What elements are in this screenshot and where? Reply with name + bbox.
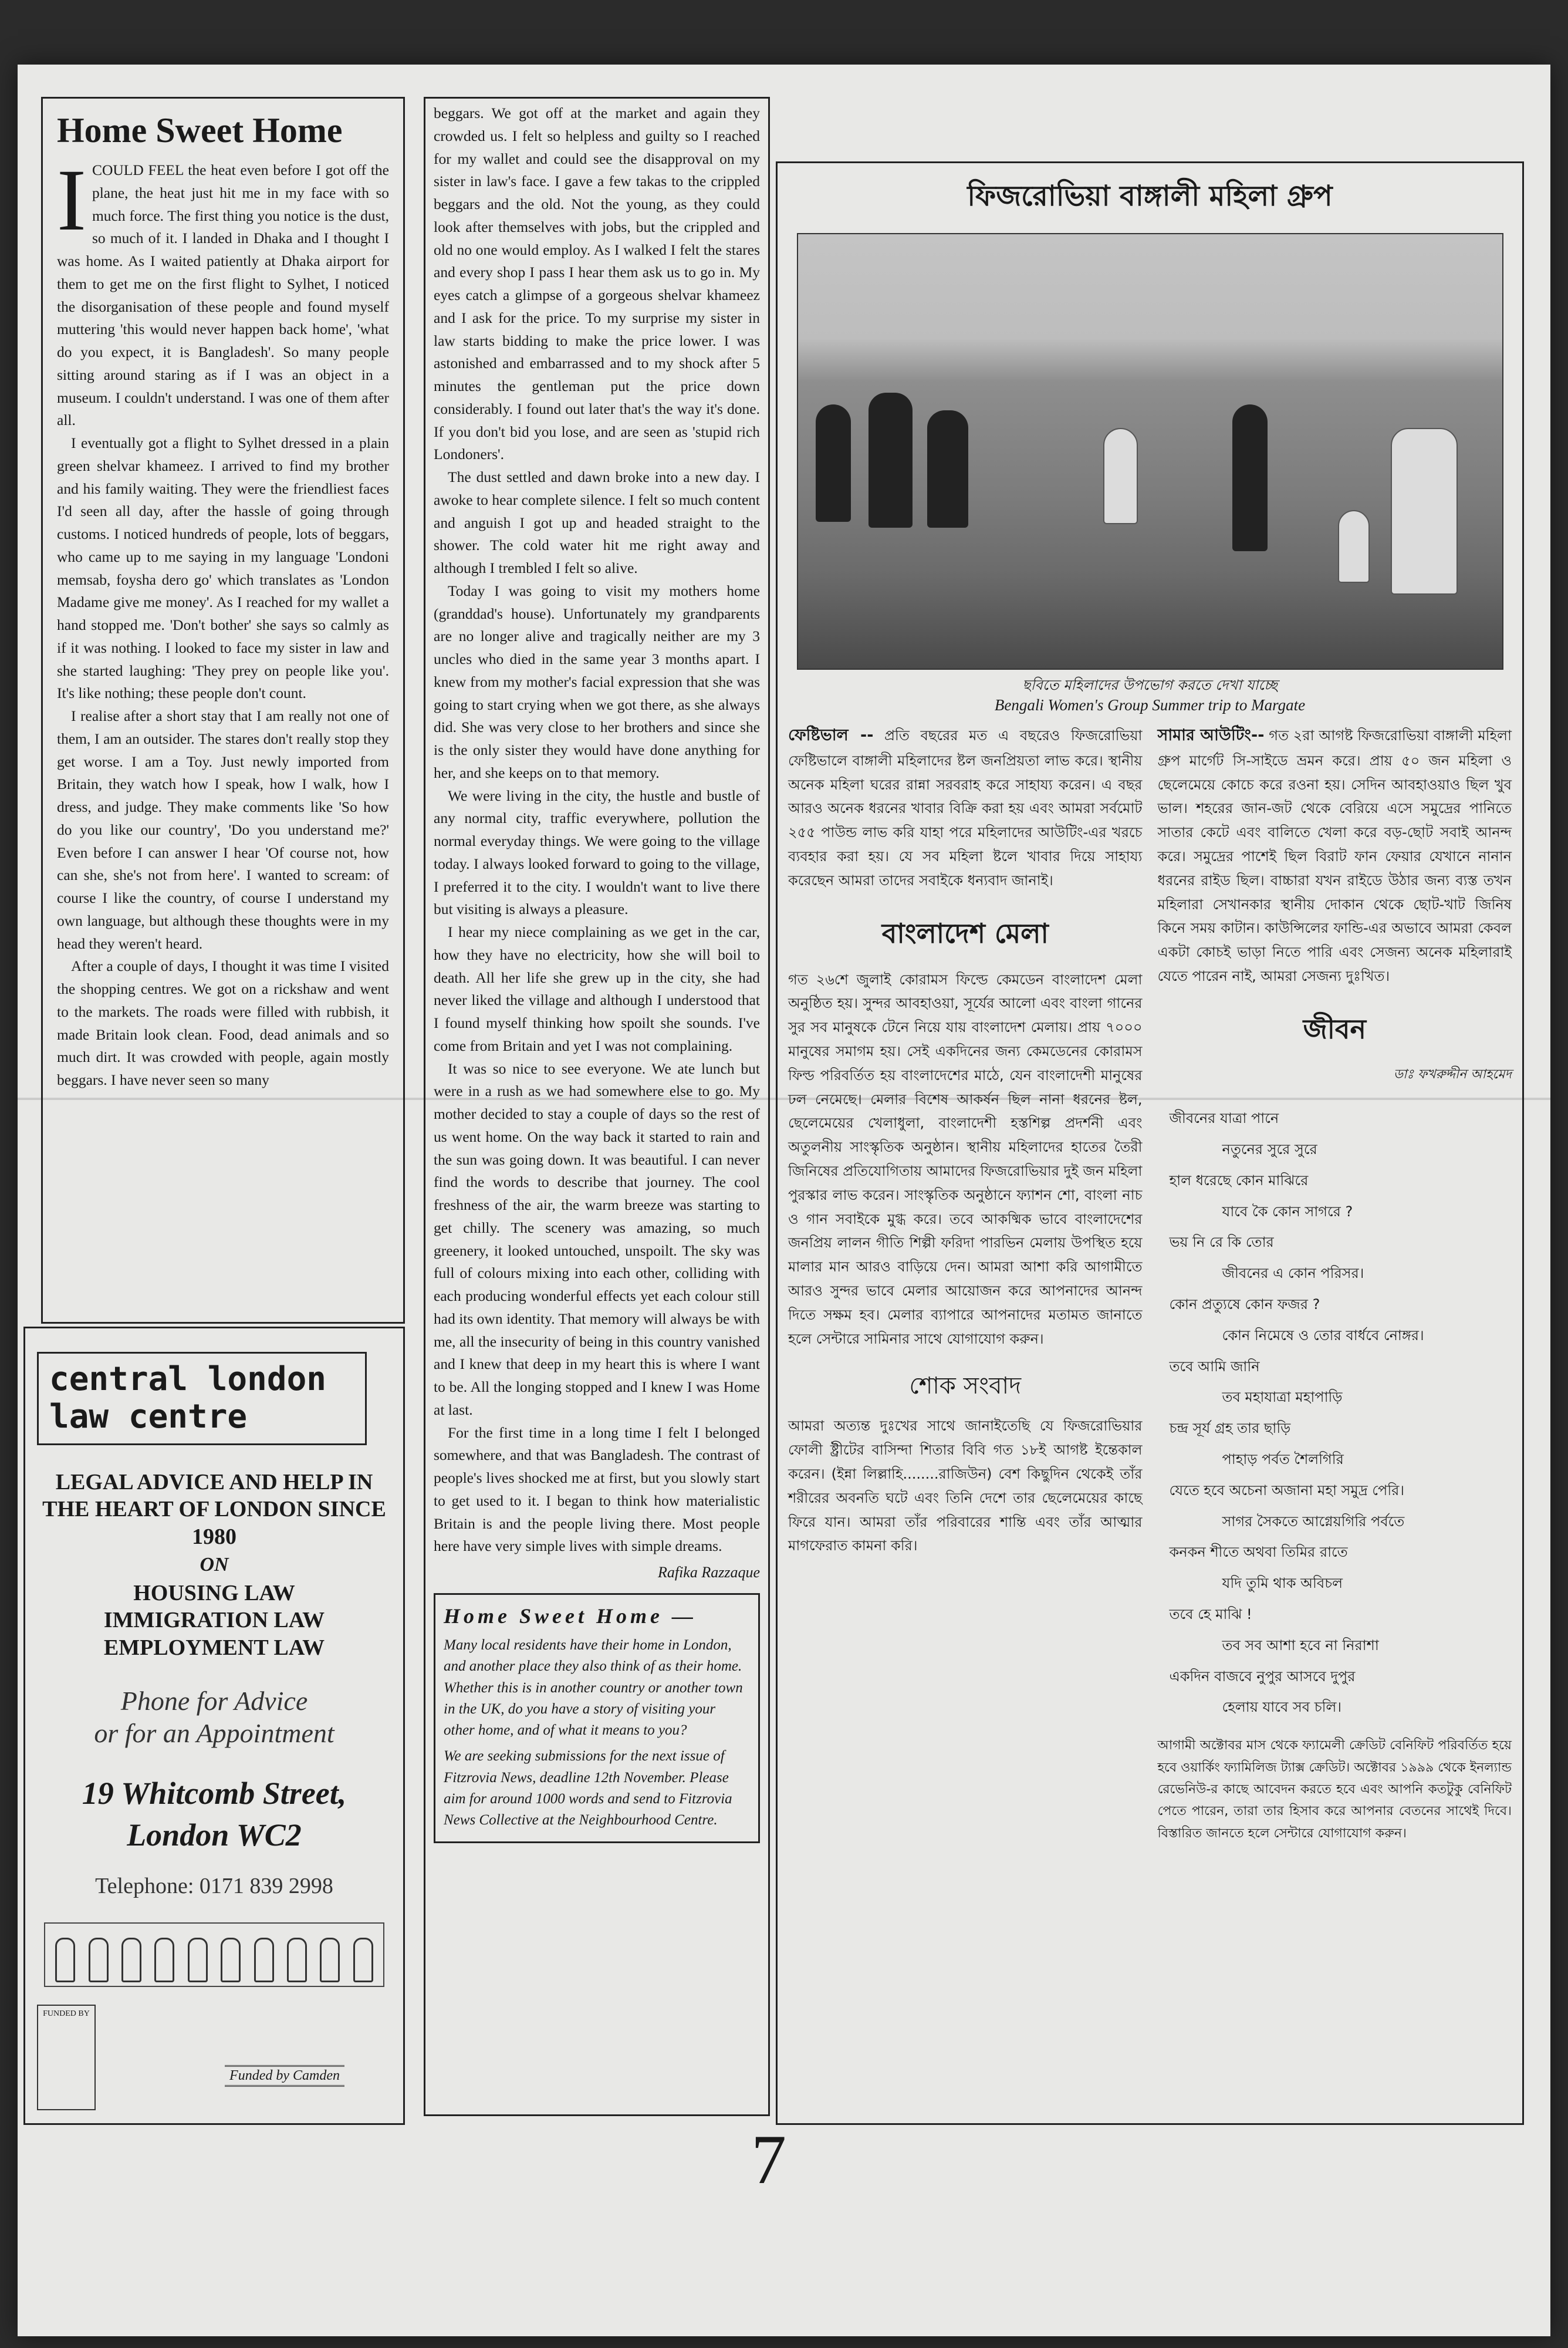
ad-phone-advice <box>37 1685 391 1749</box>
article-middle-column <box>424 97 770 2116</box>
poem-line: হাল ধরেছে কোন মাঝিরে <box>1169 1172 1309 1189</box>
poem-line: যদি তুমি থাক অবিচল <box>1222 1575 1343 1592</box>
bengali-columns <box>778 722 1522 1849</box>
festival-text: প্রতি বছরের মত এ বছরেও ফিজরোভিয়া ফেষ্টিভালে বাঙ্গালী মহিলাদের ষ্টল জনপ্রিয়তা লাভ করে। স্থানীয় অনেক মহিলা ঘরের রান্না সরবরাহ করে সাহায্য করেন। এ বছর আরও অনেক ধরনের খাবার বিক্রি করা হয় এবং আমরা সর্বমোট ২৫৫ পাউন্ড লাভ করি যাহা পরে মহিলাদের আউটিং-এর খরচে ব্যবহার করা হয়। যে সব মহিলা ষ্টলে খাবার দিয়ে সাহায্য করেছেন আমরা তাদের সবাইকে ধন্যবাদ জানাই। <box>788 727 1143 889</box>
poem-line: জীবনের এ কোন পরিসর। <box>1222 1265 1364 1282</box>
ad-service: HOUSING LAW <box>133 1580 295 1605</box>
bengali-column-left <box>788 722 1143 1849</box>
condolence-text: আমরা অত্যন্ত দুঃখের সাথে জানাইতেছি যে ফিজরোভিয়ার ফোলী ষ্ট্রীটের বাসিন্দা শিতার বিবি গত ১৮ই আগষ্ট ইন্তেকাল করেন। (ইন্না লিল্লাহি........রাজিউন) বেশ কিছুদিন থেকেই তাঁর শরীরের অবনতি ঘটে এবং তিনি দেশে তার ছেলেমেয়ের কাছে ফিরে যান। আমরা তাঁর পরিবারের শান্তি এবং তাঁর আত্মার মাগফেরাত কামনা করি। <box>788 1418 1143 1554</box>
callout-paragraph: Many local residents have their home in London, and another place they also think of as their home. Whether this is in another country or another town in the UK, do you have a story of visiting your other home, and of what it means to you? <box>444 1637 743 1739</box>
law-centre-logo <box>37 1352 367 1445</box>
poem-line: কনকন শীতে অথবা তিমির রাতে <box>1169 1544 1348 1561</box>
article-paragraph: For the first time in a long time I felt I belonged somewhere, and that was Bangladesh. The contrast of people's lives shocked me at first, but you slowly start to get used to it. I began to think how materialistic Britain is and the people living there. Most people here have very simple lives with simple dreams. <box>434 1423 760 1555</box>
photo-person <box>1232 404 1268 551</box>
person-figure-icon <box>287 1938 307 1982</box>
photo-caption-english: Bengali Women's Group Summer trip to Margate <box>994 696 1306 714</box>
person-figure-icon <box>221 1938 241 1982</box>
person-figure-icon <box>89 1938 109 1982</box>
article-paragraph: It was so nice to see everyone. We ate lunch but were in a rush as we had somewhere else to go. My mother decided to stay a couple of days so the rest of us went home. On the way back it started to rain and the sun was going down. It was beautiful. I can never find the words to describe that journey. The cool freshness of the air, the warm breeze was starting to get chilly. The scenery was amazing, so much greenery, it looked untouched, unspoilt. The sky was full of colours mixing into each other, colliding with each producing wonderful effects yet each colour still had its own identity. That memory will always be with me, all the insecurity of being in this country vanished and I knew that deep in my heart this is where I want to be. All the longing stopped and I knew I was Home at last. <box>434 1060 760 1418</box>
outing-lead: সামার আউটিং-- <box>1157 726 1265 744</box>
poem-line: তবে আমি জানি <box>1169 1358 1260 1375</box>
article-paragraph: Today I was going to visit my mothers home (granddad's house). Unfortunately my grandparents are no longer alive and tragically neither are my 3 uncles who died in the same year 3 months apart. I knew from my mother's facial expression that she was going to start crying when we got there, as she always did. She was very close to her brothers and since she is the only sister they would have done anything for her, and she keeps on to that memory. <box>434 582 760 781</box>
logo-line: law centre <box>49 1398 248 1436</box>
funded-by-label: FUNDED BY <box>43 2009 90 2018</box>
photo-caption-bengali: ছবিতে মহিলাদের উপভোগ করতে দেখা যাচ্ছে <box>1022 677 1278 693</box>
poem <box>1158 1103 1512 1723</box>
law-centre-advert <box>23 1327 405 2125</box>
poem-line: তবে হে মাঝি ! <box>1169 1606 1252 1623</box>
poem-line: পাহাড় পর্বত শৈলগিরি <box>1222 1451 1344 1468</box>
person-figure-icon <box>254 1938 274 1982</box>
ad-phone-line: or for an Appointment <box>94 1718 334 1749</box>
article-paragraph: We were living in the city, the hustle and bustle of any normal city, traffic everywhere, pollution the normal everyday things. We were going to the village today. I always looked forward to going to the village, I preferred it to the city. I wouldn't want to live there but visiting is always a pleasure. <box>434 787 760 918</box>
article-paragraph: I eventually got a flight to Sylhet dressed in a plain green shelvar khameez. I arrived to find my brother and his family waiting. They were the friendliest faces I'd seen all day, after the hassle of going through customs. I noticed hundreds of people, lots of beggars, who came up to me saying in my language 'Londoni memsab, foysha dero go' which translates as 'London Madame give me money'. As I reached for my wallet a hand stopped me. 'Don't bother' she says so calmly as if it was nothing. I looked to face my sister in law and she started laughing: 'They prey on people like you'. It's like nothing; these people don't count. <box>57 434 389 702</box>
poem-line: তব মহাযাত্রা মহাপাড়ি <box>1222 1389 1343 1406</box>
ad-tagline: LEGAL ADVICE AND HELP IN THE HEART OF LONDON SINCE 1980 <box>42 1469 386 1549</box>
page-number: 7 <box>751 2120 786 2198</box>
ad-service: EMPLOYMENT LAW <box>103 1635 325 1660</box>
bengali-womens-group-section <box>776 161 1524 2125</box>
ad-address-line: London WC2 <box>127 1817 302 1853</box>
bengali-column-right <box>1158 722 1512 1849</box>
photo-person <box>927 410 968 528</box>
ad-on-label: ON <box>200 1553 229 1576</box>
bengali-section-heading: ফিজরোভিয়া বাঙ্গালী মহিলা গ্রুপ <box>967 180 1333 212</box>
poem-line: ভয় নি রে কি তোর <box>1169 1234 1274 1251</box>
article-title: Home Sweet Home <box>57 111 343 150</box>
article-paragraph: The dust settled and dawn broke into a new day. I awoke to hear complete silence. I felt so much content and anguish I got up and headed straight to the shower. The cold water hit me right away and although I trembled I felt so alive. <box>434 468 760 576</box>
person-figure-icon <box>353 1938 373 1982</box>
submission-callout <box>434 1593 760 1843</box>
mela-text: গত ২৬শে জুলাই কোরামস ফিল্ডে কেমডেন বাংলাদেশ মেলা অনুষ্ঠিত হয়। সুন্দর আবহাওয়া, সূর্যের আলো এবং বাংলা গানের সুর সব মানুষকে টেনে নিয়ে যায় বাংলাদেশ মেলায়। প্রায় ৭০০০ মানুষের সমাগম হয়। সেই একদিনের জন্য কেমডেনের কোরামস ফিল্ড পরিবর্তিত হয় বাংলাদেশের মাঠে, যেন বাংলাদেশী মানুষের ঢল নেমেছে। মেলার বিশেষ আকর্ষন ছিল নানা ধরনের ষ্টল, ছেলেমেয়ের খেলাধুলা, বাংলাদেশী হস্তশিল্প প্রদর্শনী এবং অতুলনীয় সাংস্কৃতিক অনুষ্ঠান। স্থানীয় মহিলাদের হাতের তৈরী জিনিষের প্রতিযোগিতায় আমাদের ফিজরোভিয়ার দুই জন মহিলা পুরস্কার লাভ করেন। সাংস্কৃতিক অনুষ্ঠানে ফ্যাশন শো, বাংলা নাচ ও গান সবাইকে মুগ্ধ করে। তবে আকষ্মিক ভাবে বাংলাদেশের জনপ্রিয় লালন গীতি শিল্পী ফরিদা পারভিন মেলায় উপস্থিত হয়ে মালার মান আরও বাড়িয়ে দেন। আমরা আশা করি আগামীতে আরও সুন্দর ভাবে মেলার আয়োজন করে আপনাদের আনন্দ দিতে সক্ষম হব। মেলার ব্যাপারে আপনাদের মতামত জানাতে হলে সেন্টারে সামিনার সাথে যোগাযোগ করুন। <box>788 971 1143 1347</box>
poem-line: যেতে হবে অচেনা অজানা মহা সমুদ্র পেরি। <box>1169 1482 1404 1499</box>
person-figure-icon <box>188 1938 208 1982</box>
callout-paragraph: We are seeking submissions for the next issue of Fitzrovia News, deadline 12th November. Please aim for around 1000 words and send to Fitzrovia News Collective at the Neighbourhood Centre. <box>444 1748 732 1829</box>
poem-line: একদিন বাজবে নুপুর আসবে দুপুর <box>1169 1668 1356 1685</box>
condolence-heading: শোক সংবাদ <box>909 1372 1022 1400</box>
person-figure-icon <box>121 1938 141 1982</box>
ad-funders <box>37 2005 391 2110</box>
photo-caption <box>778 676 1522 716</box>
person-figure-icon <box>154 1938 174 1982</box>
photo-person <box>1103 428 1138 524</box>
poem-line: নতুনের সুরে সুরে <box>1222 1141 1317 1158</box>
person-figure-icon <box>55 1938 75 1982</box>
poem-line: চন্দ্র সূর্য গ্রহ তার ছাড়ি <box>1169 1420 1291 1437</box>
ad-phone-line: Phone for Advice <box>120 1685 308 1716</box>
ad-address-line: 19 Whitcomb Street, <box>82 1776 347 1811</box>
margate-beach-photo <box>797 233 1503 670</box>
people-illustration <box>44 1922 384 1987</box>
tax-credit-notice: আগামী অক্টোবর মাস থেকে ফ্যামেলী ক্রেডিট বেনিফিট পরিবর্তিত হয়ে হবে ওয়ার্কিং ফ্যামিলিজ ট্যাক্স ক্রেডিট। অক্টোবর ১৯৯৯ থেকে ইনল্যান্ড রেভেনিউ-র কাছে আবেদন করতে হবে এবং আপনি কতটুকু বেনিফিট পেতে পারেন, তারা তার হিসাব করে আপনার বেতনের সাথেই দিবে। বিস্তারিত জানতে হলে সেন্টারে যোগাযোগ করুন। <box>1157 1738 1512 1841</box>
ad-address <box>37 1773 391 1855</box>
poem-title: জীবন <box>1303 1013 1366 1045</box>
festival-lead: ফেষ্টিভাল -- <box>788 726 874 744</box>
article-author: Rafika Razzaque <box>657 1564 760 1581</box>
photo-person <box>1391 428 1458 595</box>
outing-text: গত ২রা আগষ্ট ফিজরোভিয়া বাঙ্গালী মহিলা গ্রুপ মার্গেট সি-সাইডে ভ্রমন করে। প্রায় ৫০ জন মহিলা ও ছেলেমেয়ে কোচে করে রওনা হয়। সেদিন আবহাওয়াও ছিল খুব ভাল। শহরের জান-জট থেকে বেরিয়ে এসে সমুদ্রের পানিতে সাতার কেটে এবং বালিতে খেলা করে বড়-ছোট সবাই আনন্দ করে। সমুদ্রের পাশেই ছিল বিরাট ফান ফেয়ার যেখানে নানান ধরনের রাইড ছিল। বাচ্চারা যখন রাইডে উঠার জন্য ব্যস্ত তখন মহিলারা সেখানকার স্থানীয় দোকান থেকে ছোট-খাট জিনিষ কিনে সময় কাটান। কাউন্সিলের ফান্ডি-এর অভাবে আমরা কেবল একটা কোচই ভাড়া নিতে পারি এবং সেজন্য অনেক মহিলারাই যেতে পারেন নাই, আমরা সেজন্য দুঃখিত। <box>1157 727 1512 984</box>
mela-heading: বাংলাদেশ মেলা <box>881 917 1049 949</box>
ad-telephone: Telephone: 0171 839 2998 <box>95 1873 333 1898</box>
person-figure-icon <box>320 1938 340 1982</box>
article-body-left <box>57 151 389 1092</box>
poem-line: জীবনের যাত্রা পানে <box>1169 1110 1279 1127</box>
photo-person <box>816 404 851 522</box>
article-body-middle <box>434 102 760 1558</box>
article-paragraph: beggars. We got off at the market and again they crowded us. I felt so helpless and guilty so I reached for my wallet and could see the disapproval on my sister in law's face. I gave a few takas to the crippled beggars and the old. Not the young, as they could look after themselves with jobs, but the crippled and old no one would employ. As I walked I felt the stares and every shop I pass I hear them ask us to go in. My eyes catch a glimpse of a gorgeous shelvar khameez and I ask for the price. To my surprise my sister in law starts bidding to make the price lower. I was astonished and embarrassed and to my shock after 5 minutes the gentleman put the price down considerably. I found out later that's the way it's done. If you don't bid you lose, and are seen as 'stupid rich Londoners'. <box>434 104 760 463</box>
poem-line: হেলায় যাবে সব চলি। <box>1222 1699 1341 1716</box>
photo-person <box>1338 510 1370 583</box>
poem-author: ডাঃ ফখরুদ্দীন আহমেদ <box>1393 1067 1512 1082</box>
poem-line: সাগর সৈকতে আগ্নেয়গিরি পর্বতে <box>1222 1513 1405 1530</box>
poem-line: তব সব আশা হবে না নিরাশা <box>1222 1637 1379 1654</box>
article-paragraph: I hear my niece complaining as we get in the car, how they have no electricity, how she will boil to death. All her life she grew up in the city, she had never liked the village and although I understood that I found myself thinking how spoilt she sounds. I've come from Britain and yet I was not complaining. <box>434 923 760 1054</box>
article-left-column <box>41 97 405 1324</box>
poem-line: কোন প্রত্যুষে কোন ফজর ? <box>1169 1296 1320 1313</box>
article-paragraph: I realise after a short stay that I am really not one of them, I am an outsider. The stares don't really stop they get worse. I am a Toy. Just newly imported from Britain, they watch how I speak, how I walk, how I dress, and judge. They make comments like 'So how do you like our country', 'Do you understand me?' Even before I can answer I hear 'Of course not, how can she, she's not from here'. I wanted to scream: of course I like the country, of course I understand my own language, but although these thoughts were in my head they weren't heard. <box>57 707 389 952</box>
poem-line: যাবে কৈ কোন সাগরে ? <box>1222 1203 1353 1220</box>
poem-line: কোন নিমেষে ও তোর বার্ধবে নোঙ্গর। <box>1222 1327 1424 1344</box>
drop-cap: I <box>57 151 86 249</box>
photo-person <box>869 393 913 528</box>
logo-line: central london <box>49 1360 327 1398</box>
camden-logo: Funded by Camden <box>225 2065 344 2087</box>
funder-logo <box>37 2005 96 2110</box>
ad-service: IMMIGRATION LAW <box>103 1608 325 1633</box>
article-lead-paragraph: COULD FEEL the heat even before I got off the plane, the heat just hit me in my face with so much force. The first thing you notice is the dust, so much of it. I landed in Dhaka and I thought I was home. As I waited patiently at Dhaka airport for them to get me on the first flight to Sylhet, I noticed the disorganisation of these people and found myself muttering 'this would never happen back home', 'what do you expect, it is Bangladesh'. So many people sitting around staring as if I was an object in a museum. I couldn't understand. I was one of them after all. <box>57 161 389 429</box>
callout-title: Home Sweet Home — <box>444 1604 697 1628</box>
article-paragraph: After a couple of days, I thought it was time I visited the shopping centres. We got on a rickshaw and went to the markets. The roads were filled with rubbish, it made Britain look clean. Food, dead animals and so much dirt. It was crowded with people, again mostly beggars. I have never seen so many <box>57 957 389 1088</box>
